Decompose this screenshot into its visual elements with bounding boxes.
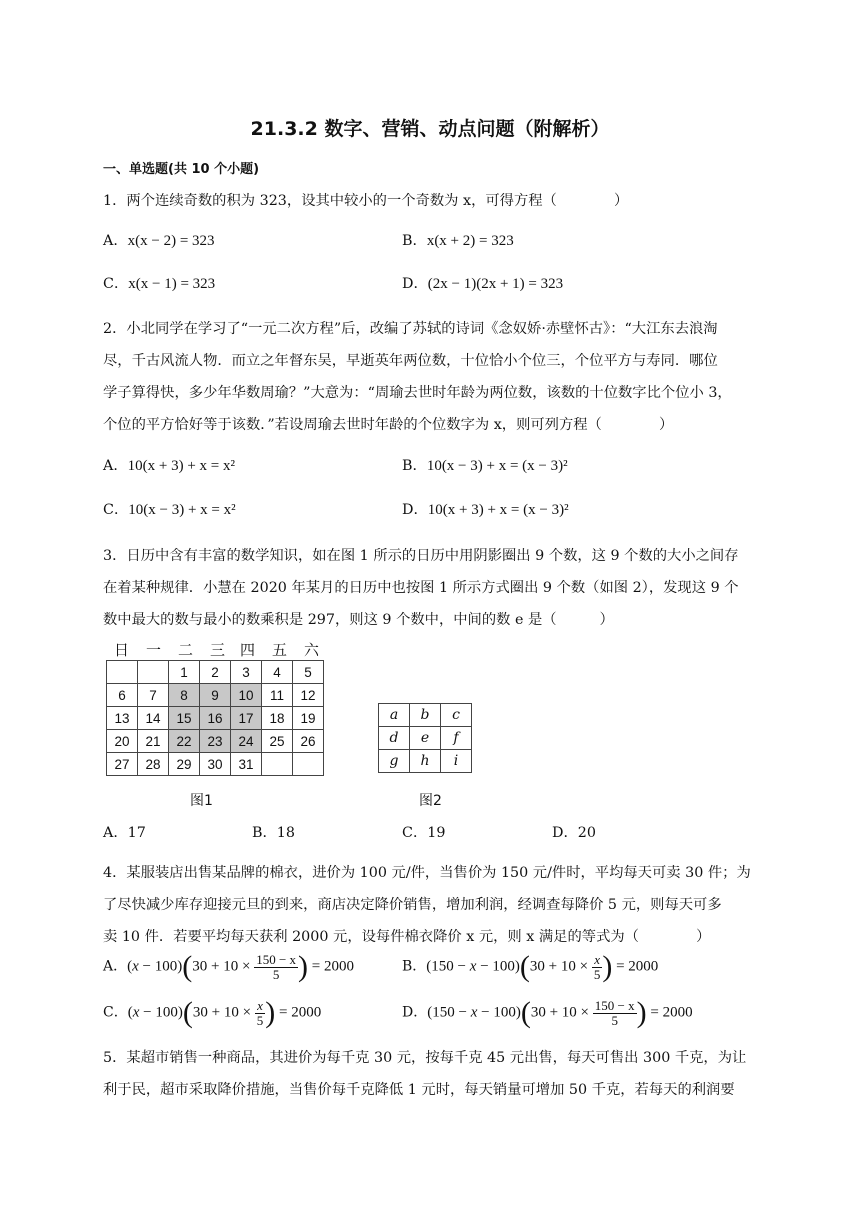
calendar-cell-shaded: 17 — [231, 707, 262, 730]
q3-option-a: A．17 — [103, 825, 146, 841]
calendar-cell-shaded: 15 — [169, 707, 200, 730]
calendar-cell: 29 — [169, 753, 200, 776]
calendar-cell-shaded: 24 — [231, 730, 262, 753]
calendar-cell — [293, 753, 324, 776]
grid-cell: i — [441, 750, 472, 773]
section-heading: 一、单选题(共 10 个小题) — [103, 162, 260, 177]
q3-option-b: B．18 — [252, 825, 295, 841]
calendar-cell: 31 — [231, 753, 262, 776]
calendar-cell: 14 — [138, 707, 169, 730]
calendar-cell-shaded: 8 — [169, 684, 200, 707]
calendar-cell: 21 — [138, 730, 169, 753]
calendar-cell: 6 — [107, 684, 138, 707]
weekday: 日 — [114, 641, 130, 659]
grid-cell: c — [441, 704, 472, 727]
q3-line-2: 在着某种规律．小慧在 2020 年某月的日历中也按图 1 所示方式圈出 9 个数（如图 2），发现这 9 个 — [103, 580, 739, 596]
q2-option-a: A．10(x + 3) + x = x² — [103, 458, 235, 474]
q2-line-2: 尽，千古风流人物．而立之年督东吴，早逝英年两位数，十位恰小个位三，个位平方与寿同．哪位 — [103, 353, 718, 369]
grid-cell: a — [379, 704, 410, 727]
q1-option-d: D．(2x − 1)(2x + 1) = 323 — [402, 276, 564, 292]
calendar-cell: 3 — [231, 661, 262, 684]
calendar-cell-shaded: 10 — [231, 684, 262, 707]
calendar-cell: 27 — [107, 753, 138, 776]
weekday: 三 — [210, 641, 226, 659]
q4-option-a: A．(x − 100)(30 + 10 × $\frac{150 - x}{5}$ ) = 2000 — [103, 950, 354, 983]
q3-line-1: 3．日历中含有丰富的数学知识，如在图 1 所示的日历中用阴影圈出 9 个数，这 9 个数的大小之间存 — [103, 548, 739, 564]
calendar-cell — [138, 661, 169, 684]
weekday: 一 — [146, 641, 162, 659]
q1-option-c: C．x(x − 1) = 323 — [103, 276, 216, 292]
q2-option-b: B．10(x − 3) + x = (x − 3)² — [402, 458, 568, 474]
grid-figure-2 — [378, 703, 472, 773]
grid-cell: h — [410, 750, 441, 773]
calendar-cell: 30 — [200, 753, 231, 776]
page-title: 21.3.2 数字、营销、动点问题（附解析） — [250, 118, 610, 140]
grid-cell: d — [379, 727, 410, 750]
calendar-cell — [262, 753, 293, 776]
q3-option-d: D．20 — [552, 825, 596, 841]
q1-stem: 1．两个连续奇数的积为 323，设其中较小的一个奇数为 x，可得方程（ ） — [103, 193, 629, 209]
calendar-cell: 25 — [262, 730, 293, 753]
q4-option-c: C．(x − 100)(30 + 10 × $\frac{x}{5}$ ) = 2000 — [103, 996, 322, 1029]
q5-line-2: 利于民，超市采取降价措施，当售价每千克降低 1 元时，每天销量可增加 50 千克，若每天的利润要 — [103, 1082, 735, 1098]
q2-line-3: 学子算得快，多少年华数周瑜？”大意为：“周瑜去世时年龄为两位数，该数的十位数字比个位小 3， — [103, 385, 732, 401]
figure-2-caption: 图2 — [419, 793, 442, 809]
q5-line-1: 5．某超市销售一种商品，其进价为每千克 30 元，按每千克 45 元出售，每天可售出 300 千克，为让 — [103, 1050, 747, 1066]
q3-line-3: 数中最大的数与最小的数乘积是 297，则这 9 个数中，中间的数 e 是（ ） — [103, 612, 614, 628]
calendar-cell: 19 — [293, 707, 324, 730]
q2-option-c: C．10(x − 3) + x = x² — [103, 502, 236, 518]
q4-line-1: 4．某服装店出售某品牌的棉衣，进价为 100 元/件，当售价为 150 元/件时，平均每天可卖 30 件；为 — [103, 865, 751, 881]
weekday: 六 — [304, 641, 320, 659]
weekday: 四 — [240, 641, 256, 659]
q1-option-a: A．x(x − 2) = 323 — [103, 233, 215, 249]
calendar-cell: 4 — [262, 661, 293, 684]
calendar-cell — [107, 661, 138, 684]
grid-cell: f — [441, 727, 472, 750]
calendar-cell-shaded: 9 — [200, 684, 231, 707]
calendar-cell-shaded: 23 — [200, 730, 231, 753]
q4-option-d: D．(150 − x − 100)(30 + 10 × $\frac{150 - x}{5}$ ) = 2000 — [402, 996, 693, 1029]
q1-option-b: B．x(x + 2) = 323 — [402, 233, 514, 249]
q2-line-4: 个位的平方恰好等于该数．”若设周瑜去世时年龄的个位数字为 x，则可列方程（ ） — [103, 417, 674, 433]
calendar-cell: 2 — [200, 661, 231, 684]
q2-line-1: 2．小北同学在学习了“一元二次方程”后，改编了苏轼的诗词《念奴娇·赤壁怀古》：“大江东去浪淘 — [103, 321, 718, 337]
calendar-cell: 1 — [169, 661, 200, 684]
q2-option-d: D．10(x + 3) + x = (x − 3)² — [402, 502, 569, 518]
calendar-figure-1 — [106, 660, 324, 776]
calendar-cell: 18 — [262, 707, 293, 730]
calendar-cell: 7 — [138, 684, 169, 707]
calendar-cell: 5 — [293, 661, 324, 684]
q4-line-3: 卖 10 件．若要平均每天获利 2000 元，设每件棉衣降价 x 元，则 x 满足的等式为（ ） — [103, 929, 711, 945]
calendar-cell: 28 — [138, 753, 169, 776]
grid-cell: e — [410, 727, 441, 750]
calendar-cell: 12 — [293, 684, 324, 707]
grid-cell: b — [410, 704, 441, 727]
grid-cell: g — [379, 750, 410, 773]
q3-option-c: C．19 — [402, 825, 446, 841]
q4-line-2: 了尽快减少库存迎接元旦的到来，商店决定降价销售，增加利润，经调查每降价 5 元，则每天可多 — [103, 897, 722, 913]
calendar-cell: 13 — [107, 707, 138, 730]
calendar-cell: 26 — [293, 730, 324, 753]
calendar-cell: 11 — [262, 684, 293, 707]
figure-1-caption: 图1 — [190, 793, 213, 809]
calendar-cell-shaded: 16 — [200, 707, 231, 730]
calendar-cell-shaded: 22 — [169, 730, 200, 753]
calendar-cell: 20 — [107, 730, 138, 753]
q4-option-b: B．(150 − x − 100)(30 + 10 × $\frac{x}{5}$ ) = 2000 — [402, 950, 659, 983]
weekday: 五 — [272, 641, 288, 659]
weekday: 二 — [178, 641, 194, 659]
